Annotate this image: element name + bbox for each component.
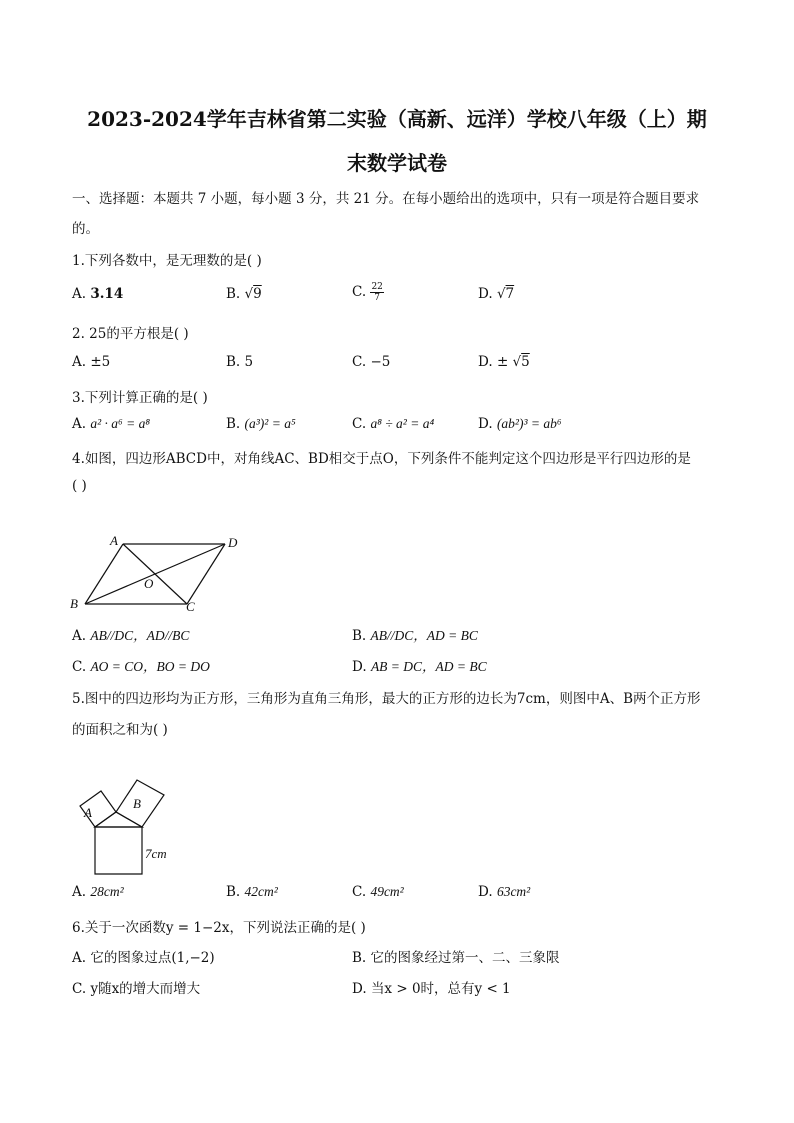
fraction bbox=[370, 282, 383, 303]
q2-option-d[interactable] bbox=[478, 354, 530, 370]
option-value: AO = CO，BO = DO bbox=[90, 659, 210, 674]
q1-option-d[interactable] bbox=[478, 286, 514, 302]
page-title-line2: 末数学试卷 bbox=[347, 151, 447, 175]
option-label: C. bbox=[352, 354, 367, 370]
q2-option-c[interactable] bbox=[352, 354, 390, 370]
q5-option-c[interactable] bbox=[352, 884, 404, 900]
option-label: C. bbox=[72, 659, 87, 675]
option-label: D. bbox=[478, 416, 493, 432]
q6-stem: 6.关于一次函数y = 1−2x，下列说法正确的是( ) bbox=[72, 920, 366, 936]
side-ab bbox=[85, 544, 123, 604]
option-label: C. bbox=[72, 981, 87, 997]
option-label: A. bbox=[72, 950, 87, 966]
vertex-label-b: B bbox=[70, 596, 78, 611]
option-value: (a³)² = a⁵ bbox=[244, 416, 296, 431]
q2-stem: 2. 25的平方根是( ) bbox=[72, 326, 189, 342]
sqrt-icon: √ bbox=[496, 286, 506, 302]
q2-option-a[interactable] bbox=[72, 354, 110, 370]
side-dc bbox=[187, 544, 225, 604]
option-value: 3.14 bbox=[90, 286, 124, 302]
option-value: 它的图象经过第一、二、三象限 bbox=[370, 950, 560, 966]
option-value: 49cm² bbox=[370, 884, 404, 899]
q3-option-b[interactable] bbox=[226, 416, 296, 432]
square-b-label: B bbox=[133, 796, 141, 811]
fraction-numerator: 22 bbox=[371, 282, 383, 292]
option-label: D. bbox=[352, 659, 367, 675]
option-label: B. bbox=[226, 354, 241, 370]
option-label: A. bbox=[72, 354, 87, 370]
option-label: B. bbox=[226, 286, 241, 302]
option-value: (ab²)³ = ab⁶ bbox=[496, 416, 562, 431]
q3-option-a[interactable] bbox=[72, 416, 150, 432]
q1-option-c[interactable] bbox=[352, 282, 384, 303]
q5-option-b[interactable] bbox=[226, 884, 278, 900]
option-label: D. bbox=[478, 286, 493, 302]
square-a-label: A bbox=[84, 805, 92, 820]
q6-option-b[interactable] bbox=[352, 946, 560, 966]
option-label: C. bbox=[352, 884, 367, 900]
q3-option-d[interactable] bbox=[478, 416, 562, 432]
q3-stem: 3.下列计算正确的是( ) bbox=[72, 390, 208, 406]
option-label: A. bbox=[72, 884, 87, 900]
q6-option-c[interactable] bbox=[72, 977, 200, 997]
option-label: B. bbox=[226, 884, 241, 900]
option-label: A. bbox=[72, 416, 87, 432]
q4-option-a[interactable] bbox=[72, 624, 189, 644]
side-length-label: 7cm bbox=[145, 846, 167, 861]
option-label: B. bbox=[226, 416, 241, 432]
option-label: B. bbox=[352, 950, 367, 966]
q3-option-c[interactable] bbox=[352, 416, 434, 432]
option-value: 42cm² bbox=[244, 884, 278, 899]
vertex-label-c: C bbox=[186, 599, 195, 614]
q4-option-c[interactable] bbox=[72, 655, 210, 675]
option-label: C. bbox=[352, 284, 367, 300]
diagonal-bd bbox=[85, 544, 225, 604]
option-label: D. bbox=[352, 981, 367, 997]
option-value: 它的图象过点(1,−2) bbox=[90, 950, 215, 966]
parallelogram-figure bbox=[60, 528, 260, 618]
option-label: A. bbox=[72, 286, 87, 302]
vertex-label-a: A bbox=[110, 533, 118, 548]
option-value: AB = DC，AD = BC bbox=[370, 659, 487, 674]
q6-option-a[interactable] bbox=[72, 946, 215, 966]
q4-stem-line2: ( ) bbox=[72, 478, 87, 494]
q2-option-b[interactable] bbox=[226, 354, 253, 370]
q5-option-a[interactable] bbox=[72, 884, 124, 900]
q5-option-d[interactable] bbox=[478, 884, 530, 900]
sqrt-icon: √ bbox=[244, 286, 254, 302]
option-value: 7 bbox=[505, 286, 515, 302]
option-value: ±5 bbox=[90, 354, 111, 370]
option-value: 9 bbox=[253, 286, 262, 302]
option-value: 5 bbox=[244, 354, 254, 370]
option-value: y随x的增大而增大 bbox=[90, 981, 201, 997]
q1-option-b[interactable] bbox=[226, 286, 262, 302]
option-label: A. bbox=[72, 628, 87, 644]
option-label: D. bbox=[478, 354, 493, 370]
option-label: C. bbox=[352, 416, 367, 432]
option-value: 63cm² bbox=[496, 884, 531, 899]
q6-option-d[interactable] bbox=[352, 977, 511, 997]
center-label-o: O bbox=[144, 576, 154, 591]
plus-minus: ± bbox=[496, 354, 509, 370]
section-header-line1: 一、选择题：本题共 7 小题，每小题 3 分，共 21 分。在每小题给出的选项中，只有一项是符合题目要求 bbox=[72, 191, 700, 207]
option-value: AB//DC，AD = BC bbox=[370, 628, 478, 643]
option-value: a² · a⁶ = a⁸ bbox=[90, 416, 151, 431]
option-value: 5 bbox=[521, 354, 530, 370]
option-value: a⁸ ÷ a² = a⁴ bbox=[370, 416, 435, 431]
option-value: AB//DC，AD//BC bbox=[90, 628, 190, 643]
option-value: 当x > 0时，总有y < 1 bbox=[370, 981, 511, 997]
option-value: −5 bbox=[370, 354, 391, 370]
option-label: B. bbox=[352, 628, 367, 644]
page-title-line1: 2023-2024学年吉林省第二实验（高新、远洋）学校八年级（上）期 bbox=[87, 107, 707, 131]
vertex-label-d: D bbox=[228, 535, 238, 550]
option-value: 28cm² bbox=[90, 884, 124, 899]
fraction-denominator: 7 bbox=[374, 293, 381, 303]
q4-option-b[interactable] bbox=[352, 624, 478, 644]
q4-option-d[interactable] bbox=[352, 655, 487, 675]
large-square bbox=[95, 827, 142, 874]
option-label: D. bbox=[478, 884, 493, 900]
q5-stem-line2: 的面积之和为( ) bbox=[72, 722, 168, 738]
sqrt-icon: √ bbox=[512, 354, 522, 370]
section-header-line2: 的。 bbox=[72, 221, 99, 237]
q1-option-a[interactable] bbox=[72, 286, 123, 302]
q5-stem-line1: 5.图中的四边形均为正方形，三角形为直角三角形，最大的正方形的边长为7cm，则图中A、B两个正方形 bbox=[72, 691, 701, 707]
squares-figure bbox=[60, 765, 210, 880]
right-triangle bbox=[95, 812, 142, 827]
q1-stem: 1.下列各数中，是无理数的是( ) bbox=[72, 253, 262, 269]
q4-stem-line1: 4.如图，四边形ABCD中，对角线AC、BD相交于点O，下列条件不能判定这个四边形是平行四边形的是 bbox=[72, 451, 691, 467]
